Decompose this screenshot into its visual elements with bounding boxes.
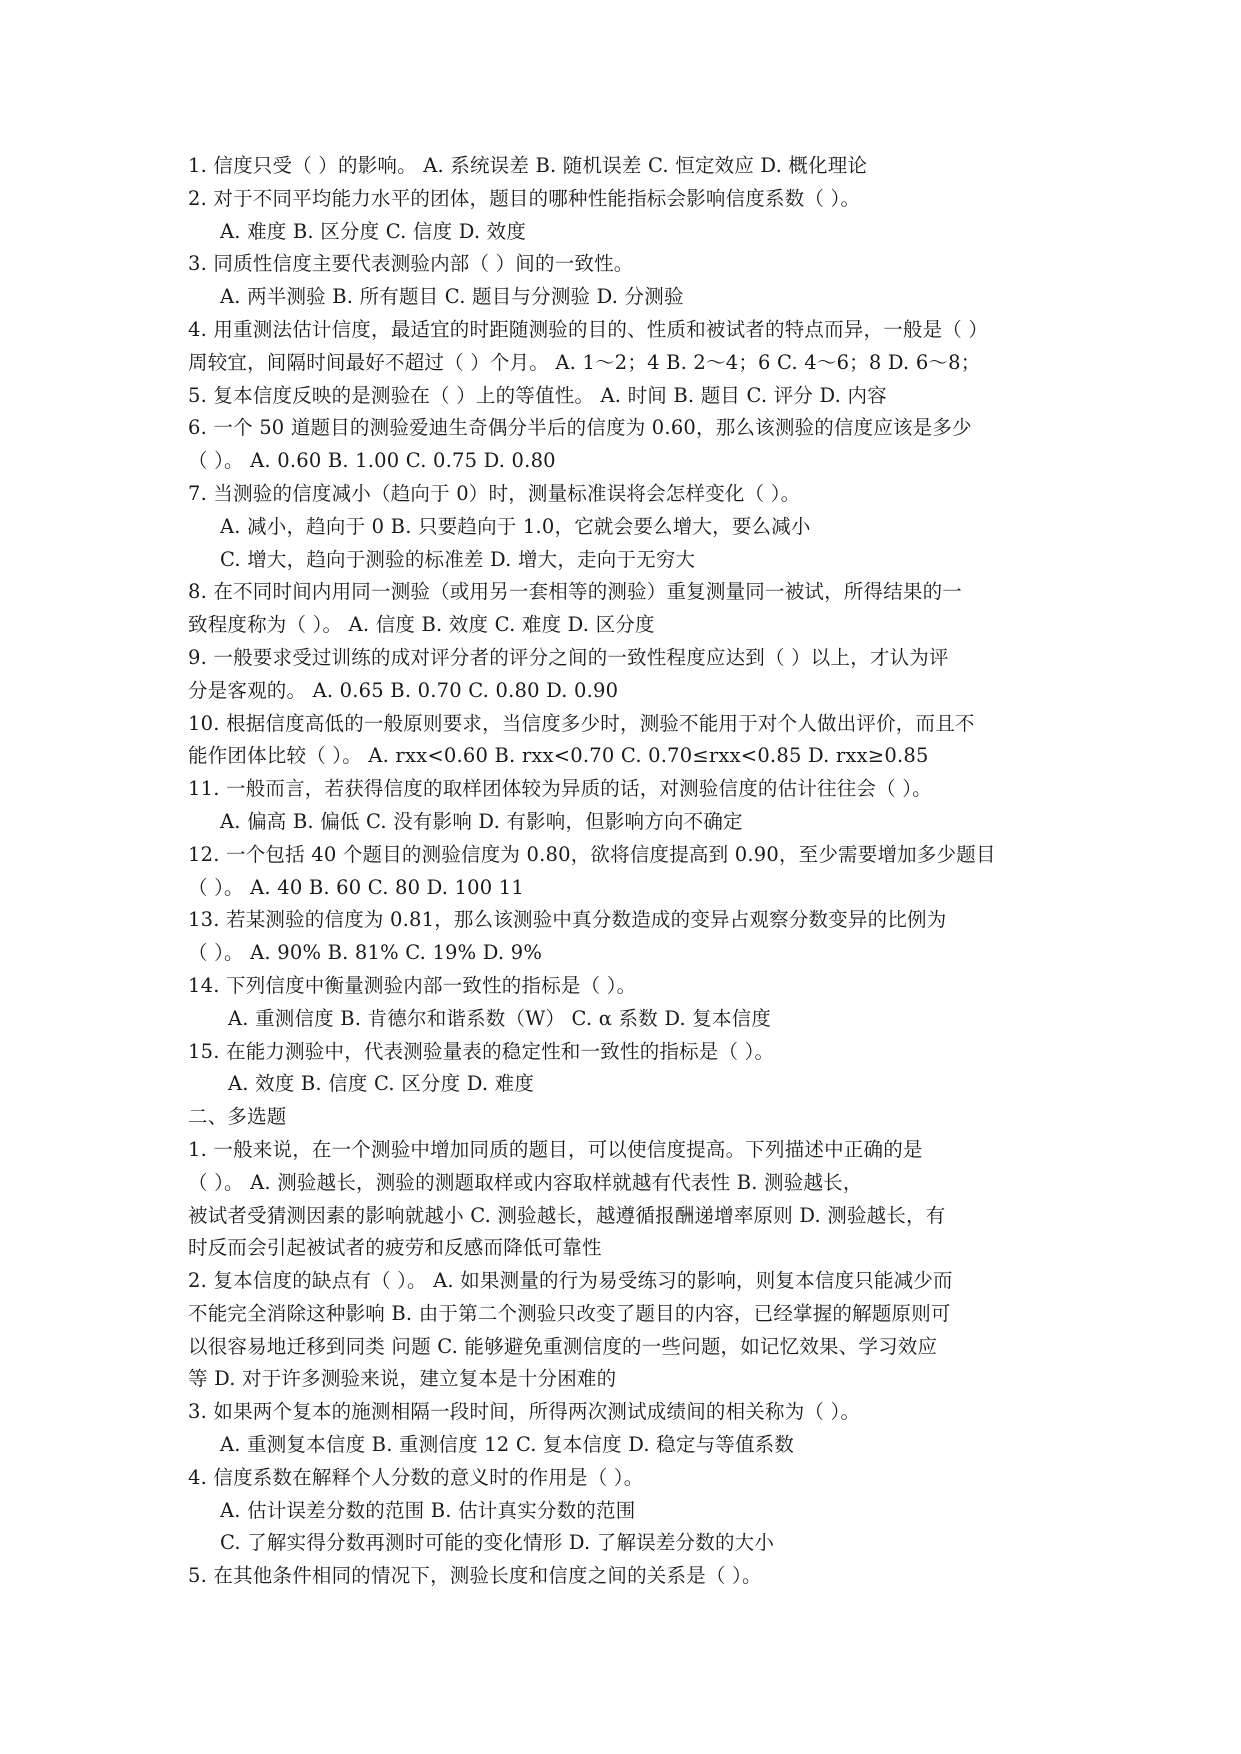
document-body	[188, 150, 1058, 1593]
text-line: （ ）。 A. 40 B. 60 C. 80 D. 100 11	[188, 875, 524, 899]
text-line: A. 偏高 B. 偏低 C. 没有影响 D. 有影响，但影响方向不确定	[220, 809, 743, 833]
text-line: 分是客观的。 A. 0.65 B. 0.70 C. 0.80 D. 0.90	[188, 678, 619, 702]
text-line: C. 增大，趋向于测验的标准差 D. 增大，走向于无穷大	[220, 547, 696, 571]
text-line: A. 重测信度 B. 肯德尔和谐系数（W） C. α 系数 D. 复本信度	[228, 1006, 772, 1030]
text-line: 4. 用重测法估计信度，最适宜的时距随测验的目的、性质和被试者的特点而异，一般是（ ）	[188, 317, 989, 341]
text-line: 13. 若某测验的信度为 0.81，那么该测验中真分数造成的变异占观察分数变异的比例为	[188, 908, 947, 932]
text-line: C. 了解实得分数再测时可能的变化情形 D. 了解误差分数的大小	[220, 1531, 775, 1555]
text-line: 6. 一个 50 道题目的测验爱迪生奇偶分半后的信度为 0.60，那么该测验的信度应该是多少	[188, 416, 972, 440]
text-line: 12. 一个包括 40 个题目的测验信度为 0.80，欲将信度提高到 0.90，至少需要增加多少题目	[188, 842, 996, 866]
text-line: 2. 对于不同平均能力水平的团体，题目的哪种性能指标会影响信度系数（ ）。	[188, 186, 861, 210]
text-line: 1. 信度只受（ ）的影响。 A. 系统误差 B. 随机误差 C. 恒定效应 D. 概化理论	[188, 154, 868, 177]
text-line: A. 重测复本信度 B. 重测信度 12 C. 复本信度 D. 稳定与等值系数	[220, 1433, 795, 1457]
text-line: 10. 根据信度高低的一般原则要求，当信度多少时，测验不能用于对个人做出评价，而且不	[188, 711, 975, 735]
text-line: 15. 在能力测验中，代表测验量表的稳定性和一致性的指标是（ ）。	[188, 1039, 775, 1063]
text-line: 11. 一般而言，若获得信度的取样团体较为异质的话，对测验信度的估计往往会（ ）。	[188, 777, 932, 801]
text-line: 5. 在其他条件相同的情况下，测验长度和信度之间的关系是（ ）。	[188, 1564, 762, 1588]
text-line: 4. 信度系数在解释个人分数的意义时的作用是（ ）。	[188, 1465, 644, 1489]
text-line: 不能完全消除这种影响 B. 由于第二个测验只改变了题目的内容，已经掌握的解题原则可	[188, 1301, 951, 1325]
text-line: 周较宜，间隔时间最好不超过（ ）个月。 A. 1～2；4 B. 2～4；6 C. 4～6；8 D. 6～8；	[188, 350, 981, 374]
text-line: 9. 一般要求受过训练的成对评分者的评分之间的一致性程度应达到（ ）以上，才认为评	[188, 645, 949, 669]
text-line: 7. 当测验的信度减小（趋向于 0）时，测量标准误将会怎样变化（ ）。	[188, 481, 801, 505]
text-line: 1. 一般来说，在一个测验中增加同质的题目，可以使信度提高。下列描述中正确的是	[188, 1137, 923, 1161]
text-line: 14. 下列信度中衡量测验内部一致性的指标是（ ）。	[188, 973, 637, 997]
text-line: A. 效度 B. 信度 C. 区分度 D. 难度	[228, 1072, 535, 1096]
text-line: 二、多选题	[188, 1105, 287, 1129]
text-line: 2. 复本信度的缺点有（ ）。 A. 如果测量的行为易受练习的影响，则复本信度只能减少而	[188, 1269, 953, 1293]
text-line: 时反而会引起被试者的疲劳和反感而降低可靠性	[188, 1236, 602, 1260]
text-line: 3. 如果两个复本的施测相隔一段时间，所得两次测试成绩间的相关称为（ ）。	[188, 1400, 861, 1424]
text-line: 5. 复本信度反映的是测验在（ ）上的等值性。 A. 时间 B. 题目 C. 评分 D. 内容	[188, 383, 887, 407]
text-line: 以很容易地迁移到同类 问题 C. 能够避免重测信度的一些问题，如记忆效果、学习效应	[188, 1334, 938, 1358]
text-line: A. 两半测验 B. 所有题目 C. 题目与分测验 D. 分测验	[220, 285, 684, 309]
text-line: （ ）。 A. 测验越长，测验的测题取样或内容取样就越有代表性 B. 测验越长，	[188, 1170, 863, 1194]
text-line: A. 难度 B. 区分度 C. 信度 D. 效度	[220, 219, 527, 243]
text-line: 能作团体比较（ ）。 A. rxx<0.60 B. rxx<0.70 C. 0.70≤rxx<0.85 D. rxx≥0.85	[188, 744, 929, 768]
text-line: 被试者受猜测因素的影响就越小 C. 测验越长，越遵循报酬递增率原则 D. 测验越长，有	[188, 1203, 946, 1227]
text-line: （ ）。 A. 90% B. 81% C. 19% D. 9%	[188, 941, 543, 965]
text-line: （ ）。 A. 0.60 B. 1.00 C. 0.75 D. 0.80	[188, 449, 556, 473]
text-line: 等 D. 对于许多测验来说，建立复本是十分困难的	[188, 1367, 617, 1391]
text-line: 8. 在不同时间内用同一测验（或用另一套相等的测验）重复测量同一被试，所得结果的一	[188, 580, 963, 604]
text-line: 致程度称为（ ）。 A. 信度 B. 效度 C. 难度 D. 区分度	[188, 613, 655, 637]
text-line: 3. 同质性信度主要代表测验内部（ ）间的一致性。	[188, 252, 634, 276]
text-line: A. 减小，趋向于 0 B. 只要趋向于 1.0，它就会要么增大，要么减小	[220, 514, 811, 538]
text-line: A. 估计误差分数的范围 B. 估计真实分数的范围	[220, 1498, 636, 1522]
